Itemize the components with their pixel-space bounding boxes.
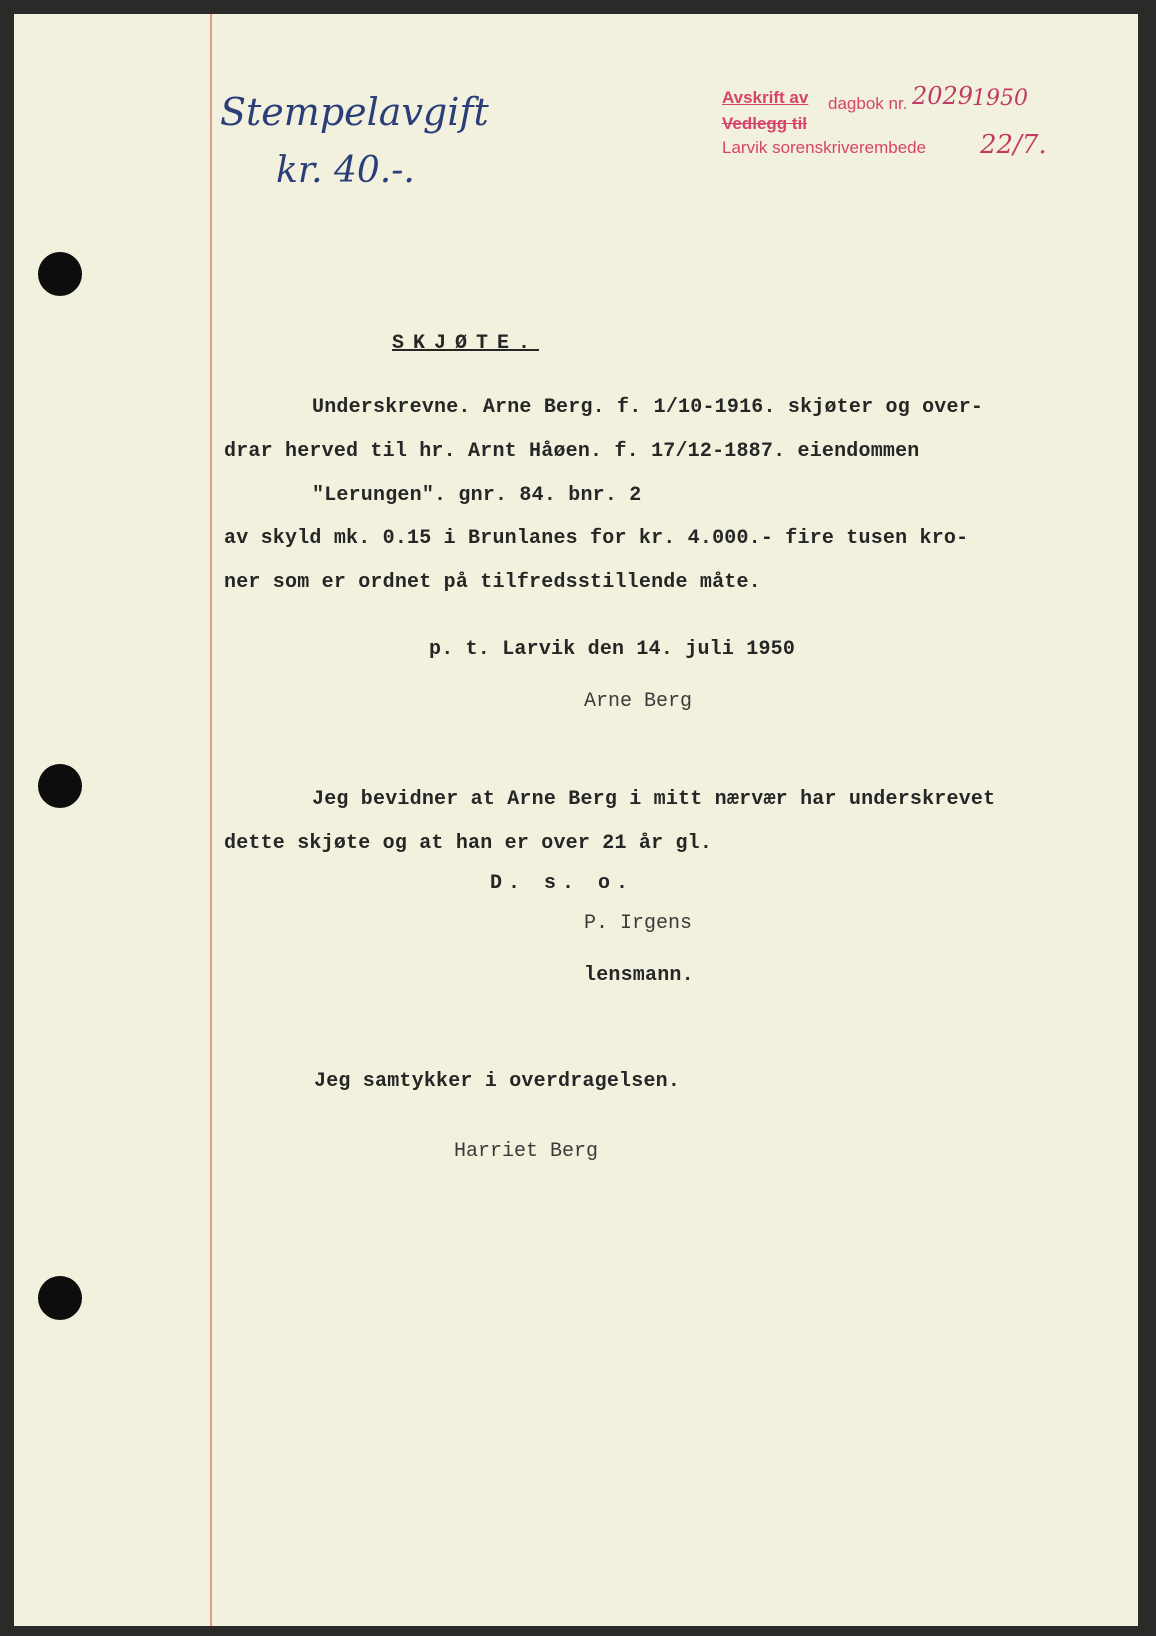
- witness-title: lensmann.: [584, 964, 694, 987]
- place-and-date: p. t. Larvik den 14. juli 1950: [429, 638, 796, 661]
- punch-hole-top: [38, 252, 82, 296]
- witness-line-1: Jeg bevidner at Arne Berg i mitt nærvær har underskrevet: [312, 788, 996, 811]
- margin-line: [210, 14, 212, 1626]
- document-page: [14, 14, 1138, 1626]
- handwritten-fee-amount: kr. 40.-.: [276, 150, 415, 191]
- punch-hole-bottom: [38, 1276, 82, 1320]
- signature-witness: P. Irgens: [584, 912, 693, 935]
- handwritten-fee-label: Stempelavgift: [220, 90, 489, 134]
- document-title: SKJØTE.: [392, 332, 540, 355]
- stamp-journal-label: dagbok nr.: [828, 94, 908, 113]
- consent-statement: Jeg samtykker i overdragelsen.: [314, 1070, 681, 1093]
- body-line-4: av skyld mk. 0.15 i Brunlanes for kr. 4.000.- fire tusen kro-: [224, 527, 969, 550]
- dso-abbreviation: D. s. o.: [490, 872, 635, 895]
- signature-consent: Harriet Berg: [454, 1140, 599, 1163]
- stamp-line-copy: Avskrift av: [722, 88, 809, 107]
- body-line-5: ner som er ordnet på tilfredsstillende måte.: [224, 571, 761, 594]
- signature-seller: Arne Berg: [584, 690, 693, 713]
- witness-line-2: dette skjøte og at han er over 21 år gl.: [224, 832, 713, 855]
- stamp-year: 1950: [972, 86, 1028, 111]
- stamp-court-name: Larvik sorenskriverembede: [722, 138, 927, 157]
- body-line-3: "Lerungen". gnr. 84. bnr. 2: [312, 484, 642, 507]
- stamp-journal-number: 2029: [912, 82, 974, 110]
- stamp-line-attachment: Vedlegg til: [722, 114, 808, 133]
- punch-hole-middle: [38, 764, 82, 808]
- body-line-1: Underskrevne. Arne Berg. f. 1/10-1916. skjøter og over-: [312, 396, 984, 419]
- stamp-date: 22/7.: [980, 130, 1047, 160]
- body-line-2: drar herved til hr. Arnt Håøen. f. 17/12-1887. eiendommen: [224, 440, 920, 463]
